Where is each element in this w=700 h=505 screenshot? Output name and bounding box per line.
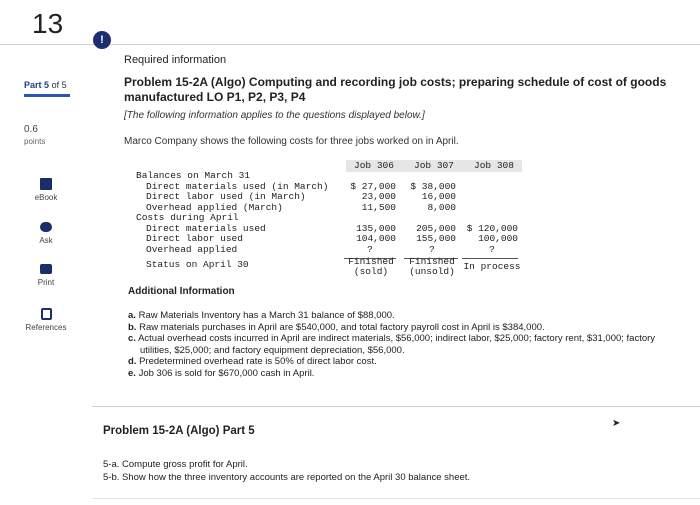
col-header-job-308: Job 308 [474,160,514,171]
list-letter: b. [128,321,137,333]
document-icon [41,308,52,320]
mouse-cursor-icon: ➤ [612,418,621,429]
question-number: 13 [32,8,64,39]
intro-text: Marco Company shows the following costs for three jobs worked on in April. [124,136,459,147]
list-item [128,356,688,368]
list-letter: d. [128,356,137,367]
list-item [128,368,688,380]
list-text: Actual overhead costs incurred in April are indirect materials, $56,000; indirect labor, $25,000; factory rent, $31,000; factory utilities, $25,000; and factory equipment depreciation, $56,000. [138,333,656,356]
row-label: Balances on March 31 [136,170,251,181]
cell-306-dm-march: $ 27,000 [350,180,396,192]
cell-306-dl-april: 104,000 [356,233,396,244]
part5-title: Problem 15-2A (Algo) Part 5 [103,425,255,437]
list-letter: e. [128,367,136,379]
cell-307-dm-march: $ 38,000 [410,180,456,192]
row-label: Direct labor used [146,233,243,244]
row-label: Costs during April [136,212,239,223]
part-of: of 5 [51,80,67,90]
additional-info-list [128,310,688,379]
cell-307-oh-march: 8,000 [427,201,456,213]
left-rail [0,0,92,505]
ask-button[interactable] [0,222,92,245]
book-icon [40,178,52,190]
alert-icon: ! [93,31,111,49]
part-indicator [24,80,67,90]
points-box [24,124,45,148]
cell-306-oh-march: 11,500 [361,201,396,213]
status-306: Finished (sold) [348,256,394,277]
problem-title: Problem 15-2A (Algo) Computing and recording job costs; preparing schedule of cost of goods manufactured LO P1, P2, P3, P4 [124,75,667,104]
cell-307-dl-april: 155,000 [416,233,456,244]
applies-note: [The following information applies to the questions displayed below.] [124,110,425,121]
row-label: Overhead applied (March) [146,201,283,213]
part-progress-bar [24,94,70,97]
list-item [128,322,688,334]
row-label: Direct labor used (in March) [146,191,306,202]
status-307: Finished (unsold) [409,256,455,277]
print-label: Print [37,278,55,287]
cell-307-oh-april: ? [429,243,435,255]
status-label: Status on April 30 [146,259,249,270]
cell-307-dl-march: 16,000 [421,191,456,202]
cell-308-dm-april: $ 120,000 [466,222,518,234]
ask-label: Ask [39,236,53,245]
list-text: Job 306 is sold for $670,000 cash in April. [138,367,315,379]
cell-308-oh-april: ? [489,243,495,255]
part-number: 5 [44,80,50,90]
list-item [128,310,688,322]
printer-icon [40,264,52,274]
underline-308 [462,258,518,259]
required-info-heading: Required information [124,54,227,66]
cell-307-dm-april: 205,000 [416,222,456,234]
list-text: Predetermined overhead rate is 50% of direct labor cost. [139,356,377,367]
points-value: 0.6 [24,124,38,135]
col-header-job-307: Job 307 [414,160,454,171]
points-label: points [24,137,46,146]
job-cost-table [136,160,522,282]
list-text: Raw materials purchases in April are $540,000, and total factory payroll cost in April is $384,000. [139,321,545,333]
cell-306-dm-april: 135,000 [356,222,396,234]
question-5a: 5-a. Compute gross profit for April. [103,459,248,470]
question-5b: 5-b. Show how the three inventory accounts are reported on the April 30 balance sheet. [103,472,471,483]
ebook-label: eBook [34,193,58,202]
list-letter: c. [128,333,136,344]
list-letter: a. [128,310,136,321]
ebook-button[interactable] [0,178,92,202]
list-text: Raw Materials Inventory has a March 31 balance of $88,000. [138,310,395,321]
cell-306-dl-march: 23,000 [361,191,396,202]
status-308: In process [463,261,521,272]
print-button[interactable] [0,264,92,287]
row-label: Direct materials used [146,222,266,234]
bottom-divider [92,498,700,499]
part-prefix: Part [24,80,42,90]
references-label: References [25,323,67,332]
list-item [128,333,688,356]
cell-308-dl-april: 100,000 [478,233,518,244]
references-button[interactable] [0,308,92,332]
additional-info-heading: Additional Information [128,286,235,297]
chat-bubble-icon [40,222,52,232]
section-divider [92,406,700,407]
row-label: Direct materials used (in March) [146,180,329,192]
col-header-job-306: Job 306 [354,160,394,171]
cell-306-oh-april: ? [367,243,373,255]
row-label: Overhead applied [146,243,238,255]
